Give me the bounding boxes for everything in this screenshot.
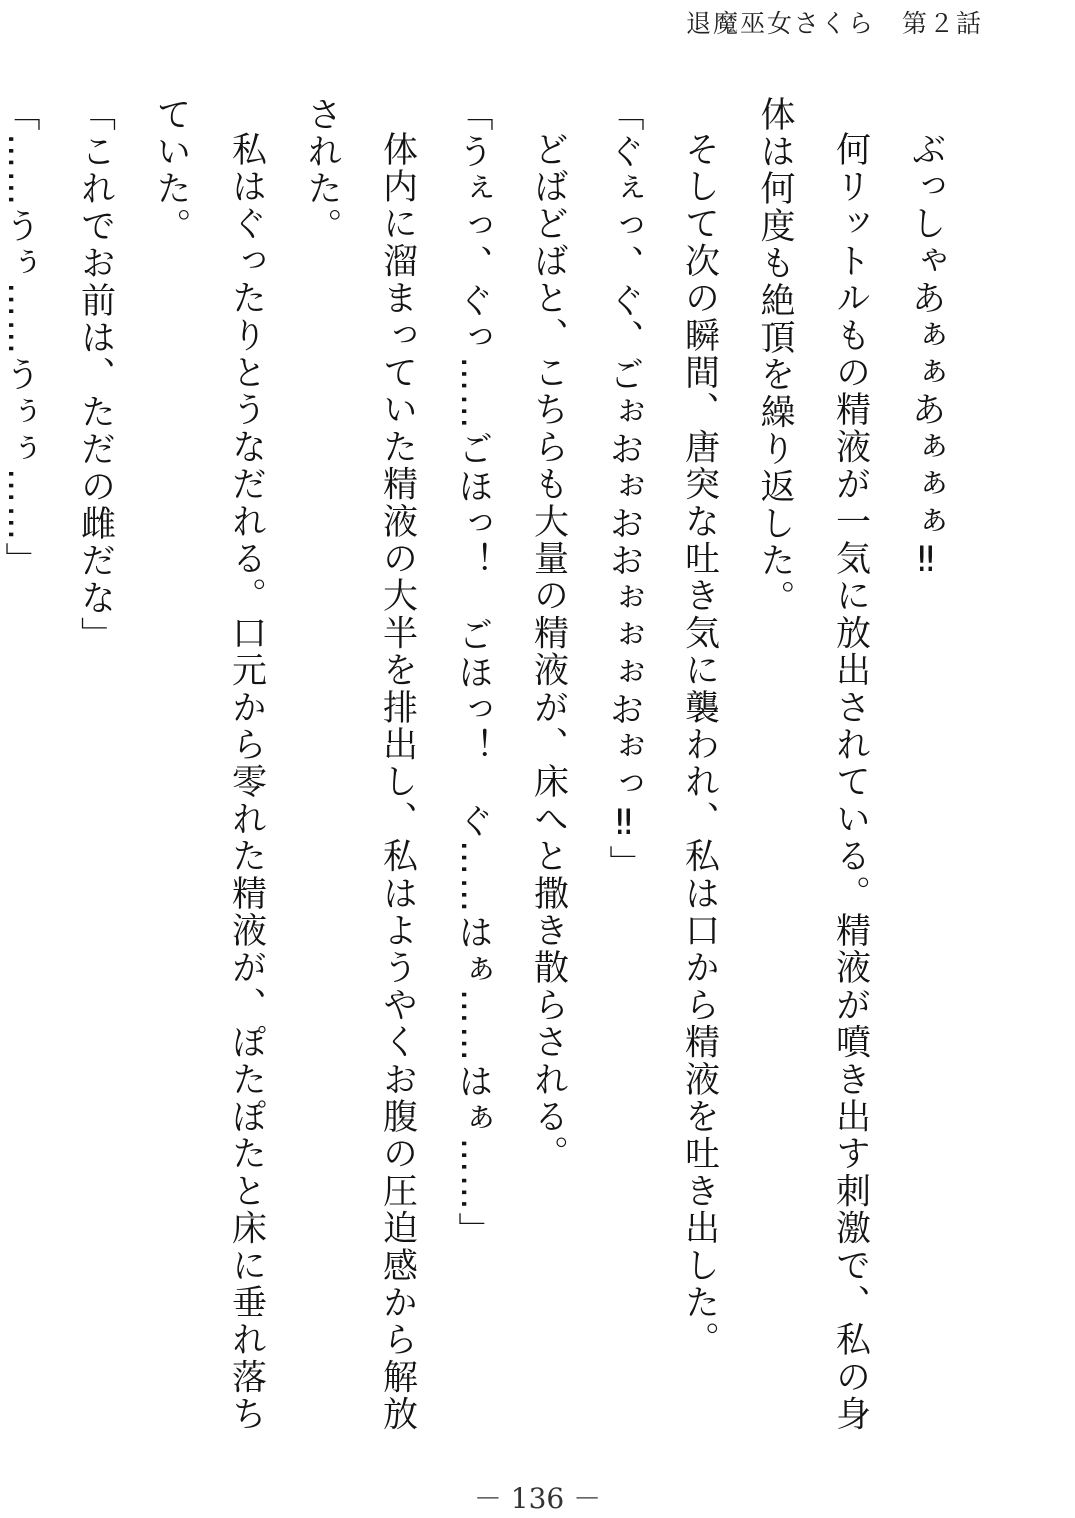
paragraph-4: どばどばと、こちらも大量の精液が、床へと撒き散らされる。 (528, 131, 569, 1173)
paragraph-3: そして次の瞬間、唐突な吐き気に襲われ、私は口から精液を吐き出した。 (679, 131, 720, 1359)
dialogue-line-1: 「ぐぇっ、ぐ、ごぉおぉおおぉぉぉおぉっ‼」 (604, 96, 644, 883)
paragraph-6: 私はぐったりとうなだれる。口元から零れた精液が、ぽたぽたと床に垂れ落ちていた。 (151, 96, 267, 1433)
dialogue-line-3: 「これでお前は、ただの雌だな」 (75, 96, 116, 654)
vertical-body-text (0, 96, 963, 1436)
paragraph-1: ぶっしゃあぁぁあぁぁぁ‼ (906, 131, 946, 583)
paragraph-5: 体内に溜まっていた精液の大半を排出し、私はようやくお腹の圧迫感から解放された。 (302, 96, 418, 1433)
dialogue-line-4: 「……うぅ……うぅぅ……」 (0, 96, 40, 580)
paragraph-2: 何リットルもの精液が一気に放出されている。精液が噴き出す刺激で、私の身体は何度も絶頂を繰り返した。 (755, 96, 871, 1433)
running-header: 退魔巫女さくら 第２話 (685, 9, 983, 38)
page-number: － 136 － (473, 1482, 602, 1515)
dialogue-line-2: 「うぇっ、ぐっ……ごほっ！ ごほっ！ ぐ……はぁ……はぁ……」 (453, 96, 493, 1250)
